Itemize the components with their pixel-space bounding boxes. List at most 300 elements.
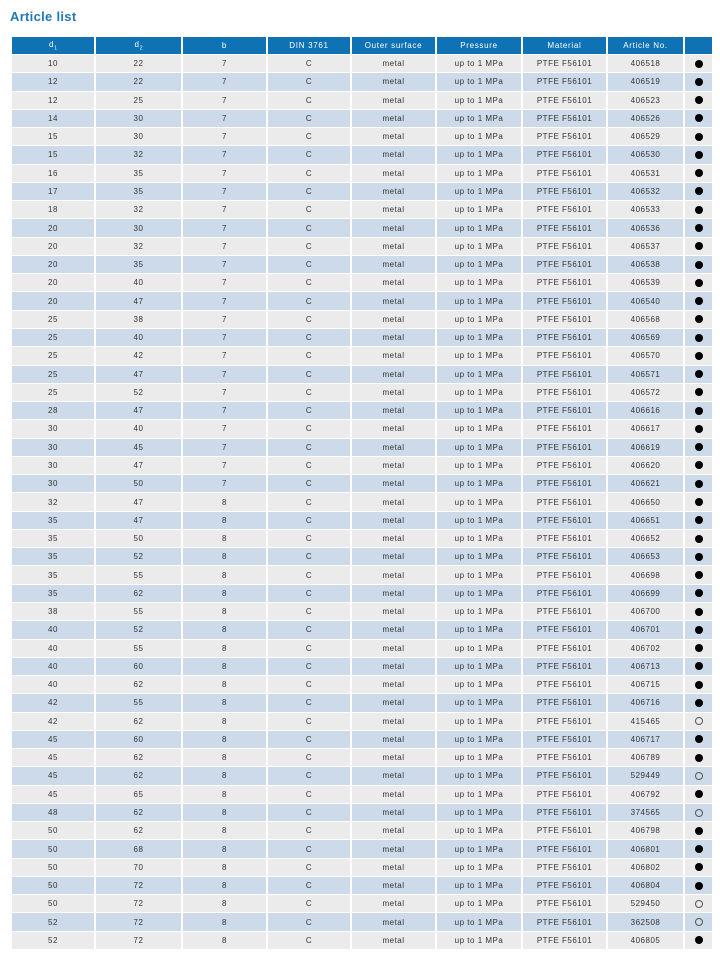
cell-availability (685, 676, 712, 694)
cell-availability (685, 822, 712, 840)
hollow-circle-icon (695, 717, 703, 725)
cell-material: PTFE F56101 (523, 913, 608, 931)
cell-outer-surface: metal (352, 676, 437, 694)
cell-outer-surface: metal (352, 439, 437, 457)
cell-d2: 47 (96, 366, 183, 384)
cell-pressure: up to 1 MPa (437, 219, 523, 237)
cell-b: 8 (183, 676, 268, 694)
cell-din-3761: C (268, 603, 352, 621)
filled-circle-icon (695, 169, 703, 177)
cell-article-no: 406715 (608, 676, 685, 694)
cell-article-no: 406533 (608, 201, 685, 219)
cell-outer-surface: metal (352, 585, 437, 603)
cell-b: 7 (183, 165, 268, 183)
cell-din-3761: C (268, 713, 352, 731)
cell-d2: 55 (96, 640, 183, 658)
cell-availability (685, 201, 712, 219)
cell-material: PTFE F56101 (523, 548, 608, 566)
cell-d2: 25 (96, 92, 183, 110)
cell-din-3761: C (268, 621, 352, 639)
cell-availability (685, 548, 712, 566)
filled-circle-icon (695, 589, 703, 597)
cell-b: 7 (183, 329, 268, 347)
cell-outer-surface: metal (352, 767, 437, 785)
cell-availability (685, 146, 712, 164)
cell-availability (685, 475, 712, 493)
cell-b: 8 (183, 493, 268, 511)
filled-circle-icon (695, 882, 703, 890)
cell-pressure: up to 1 MPa (437, 932, 523, 950)
cell-din-3761: C (268, 530, 352, 548)
filled-circle-icon (695, 863, 703, 871)
cell-b: 7 (183, 219, 268, 237)
cell-b: 8 (183, 786, 268, 804)
cell-outer-surface: metal (352, 913, 437, 931)
cell-outer-surface: metal (352, 713, 437, 731)
cell-outer-surface: metal (352, 329, 437, 347)
cell-pressure: up to 1 MPa (437, 274, 523, 292)
cell-b: 7 (183, 402, 268, 420)
table-row (12, 493, 712, 511)
filled-circle-icon (695, 608, 703, 616)
cell-outer-surface: metal (352, 457, 437, 475)
cell-d2: 62 (96, 676, 183, 694)
cell-d2: 40 (96, 420, 183, 438)
cell-article-no: 406570 (608, 347, 685, 365)
cell-d1: 40 (12, 640, 96, 658)
article-table (12, 37, 712, 950)
cell-pressure: up to 1 MPa (437, 658, 523, 676)
cell-pressure: up to 1 MPa (437, 256, 523, 274)
cell-b: 8 (183, 548, 268, 566)
filled-circle-icon (695, 936, 703, 944)
cell-din-3761: C (268, 475, 352, 493)
cell-outer-surface: metal (352, 311, 437, 329)
cell-din-3761: C (268, 55, 352, 73)
cell-pressure: up to 1 MPa (437, 347, 523, 365)
cell-d2: 42 (96, 347, 183, 365)
cell-pressure: up to 1 MPa (437, 786, 523, 804)
cell-din-3761: C (268, 822, 352, 840)
table-row (12, 274, 712, 292)
cell-b: 7 (183, 256, 268, 274)
cell-article-no: 406532 (608, 183, 685, 201)
filled-circle-icon (695, 242, 703, 250)
cell-outer-surface: metal (352, 238, 437, 256)
cell-pressure: up to 1 MPa (437, 238, 523, 256)
table-row (12, 548, 712, 566)
cell-d2: 72 (96, 932, 183, 950)
table-row (12, 932, 712, 950)
cell-d1: 12 (12, 73, 96, 91)
column-header-subscript: 1 (54, 45, 57, 52)
filled-circle-icon (695, 735, 703, 743)
cell-material: PTFE F56101 (523, 566, 608, 584)
cell-d1: 45 (12, 767, 96, 785)
filled-circle-icon (695, 206, 703, 214)
cell-d2: 30 (96, 219, 183, 237)
cell-outer-surface: metal (352, 219, 437, 237)
cell-pressure: up to 1 MPa (437, 165, 523, 183)
cell-din-3761: C (268, 512, 352, 530)
filled-circle-icon (695, 790, 703, 798)
cell-availability (685, 913, 712, 931)
cell-pressure: up to 1 MPa (437, 822, 523, 840)
cell-material: PTFE F56101 (523, 932, 608, 950)
cell-outer-surface: metal (352, 402, 437, 420)
cell-d2: 70 (96, 859, 183, 877)
cell-din-3761: C (268, 840, 352, 858)
cell-material: PTFE F56101 (523, 676, 608, 694)
cell-pressure: up to 1 MPa (437, 292, 523, 310)
cell-material: PTFE F56101 (523, 749, 608, 767)
cell-d2: 22 (96, 73, 183, 91)
table-row (12, 256, 712, 274)
cell-outer-surface: metal (352, 274, 437, 292)
filled-circle-icon (695, 60, 703, 68)
filled-circle-icon (695, 334, 703, 342)
cell-din-3761: C (268, 457, 352, 475)
cell-material: PTFE F56101 (523, 731, 608, 749)
cell-availability (685, 183, 712, 201)
filled-circle-icon (695, 516, 703, 524)
cell-material: PTFE F56101 (523, 658, 608, 676)
cell-d2: 52 (96, 384, 183, 402)
filled-circle-icon (695, 261, 703, 269)
cell-material: PTFE F56101 (523, 73, 608, 91)
cell-d1: 18 (12, 201, 96, 219)
cell-article-no: 406617 (608, 420, 685, 438)
filled-circle-icon (695, 297, 703, 305)
cell-availability (685, 292, 712, 310)
table-row (12, 694, 712, 712)
table-row (12, 311, 712, 329)
cell-din-3761: C (268, 292, 352, 310)
cell-d1: 45 (12, 749, 96, 767)
cell-outer-surface: metal (352, 493, 437, 511)
cell-b: 7 (183, 475, 268, 493)
cell-d1: 45 (12, 731, 96, 749)
cell-article-no: 406531 (608, 165, 685, 183)
cell-b: 7 (183, 439, 268, 457)
cell-d1: 28 (12, 402, 96, 420)
cell-d2: 60 (96, 658, 183, 676)
cell-outer-surface: metal (352, 640, 437, 658)
cell-outer-surface: metal (352, 366, 437, 384)
cell-pressure: up to 1 MPa (437, 840, 523, 858)
cell-material: PTFE F56101 (523, 713, 608, 731)
cell-material: PTFE F56101 (523, 256, 608, 274)
cell-availability (685, 439, 712, 457)
cell-pressure: up to 1 MPa (437, 676, 523, 694)
table-row (12, 146, 712, 164)
cell-d1: 35 (12, 530, 96, 548)
cell-material: PTFE F56101 (523, 877, 608, 895)
table-row (12, 329, 712, 347)
cell-din-3761: C (268, 439, 352, 457)
cell-b: 7 (183, 110, 268, 128)
filled-circle-icon (695, 443, 703, 451)
cell-d2: 47 (96, 493, 183, 511)
cell-din-3761: C (268, 201, 352, 219)
cell-article-no: 374565 (608, 804, 685, 822)
cell-din-3761: C (268, 183, 352, 201)
table-row (12, 913, 712, 931)
cell-article-no: 406651 (608, 512, 685, 530)
table-row (12, 822, 712, 840)
cell-b: 7 (183, 457, 268, 475)
cell-d2: 55 (96, 566, 183, 584)
cell-d2: 40 (96, 274, 183, 292)
cell-material: PTFE F56101 (523, 493, 608, 511)
cell-b: 8 (183, 877, 268, 895)
cell-din-3761: C (268, 128, 352, 146)
cell-b: 7 (183, 384, 268, 402)
cell-d2: 47 (96, 457, 183, 475)
table-row (12, 585, 712, 603)
table-row (12, 731, 712, 749)
cell-article-no: 362508 (608, 913, 685, 931)
cell-din-3761: C (268, 311, 352, 329)
cell-article-no: 406702 (608, 640, 685, 658)
cell-pressure: up to 1 MPa (437, 859, 523, 877)
cell-availability (685, 566, 712, 584)
cell-availability (685, 92, 712, 110)
cell-pressure: up to 1 MPa (437, 713, 523, 731)
cell-b: 8 (183, 621, 268, 639)
cell-din-3761: C (268, 92, 352, 110)
cell-outer-surface: metal (352, 877, 437, 895)
cell-b: 7 (183, 73, 268, 91)
column-header-outer-surface: Outer surface (352, 37, 437, 55)
cell-pressure: up to 1 MPa (437, 913, 523, 931)
cell-d2: 32 (96, 238, 183, 256)
cell-d1: 10 (12, 55, 96, 73)
cell-d1: 15 (12, 128, 96, 146)
filled-circle-icon (695, 352, 703, 360)
cell-b: 7 (183, 55, 268, 73)
table-row (12, 420, 712, 438)
filled-circle-icon (695, 133, 703, 141)
cell-din-3761: C (268, 366, 352, 384)
filled-circle-icon (695, 151, 703, 159)
cell-article-no: 406519 (608, 73, 685, 91)
cell-d1: 25 (12, 366, 96, 384)
cell-availability (685, 749, 712, 767)
cell-material: PTFE F56101 (523, 292, 608, 310)
cell-b: 7 (183, 92, 268, 110)
cell-availability (685, 110, 712, 128)
cell-d2: 40 (96, 329, 183, 347)
cell-availability (685, 877, 712, 895)
filled-circle-icon (695, 626, 703, 634)
cell-availability (685, 603, 712, 621)
cell-article-no: 406798 (608, 822, 685, 840)
cell-material: PTFE F56101 (523, 146, 608, 164)
cell-pressure: up to 1 MPa (437, 384, 523, 402)
cell-b: 8 (183, 913, 268, 931)
cell-availability (685, 165, 712, 183)
table-row (12, 713, 712, 731)
cell-article-no: 406620 (608, 457, 685, 475)
cell-d1: 38 (12, 603, 96, 621)
cell-din-3761: C (268, 658, 352, 676)
cell-pressure: up to 1 MPa (437, 877, 523, 895)
cell-d2: 72 (96, 877, 183, 895)
cell-d1: 52 (12, 913, 96, 931)
cell-article-no: 529450 (608, 895, 685, 913)
cell-material: PTFE F56101 (523, 311, 608, 329)
column-header-article-no: Article No. (608, 37, 685, 55)
cell-outer-surface: metal (352, 804, 437, 822)
cell-din-3761: C (268, 566, 352, 584)
cell-outer-surface: metal (352, 859, 437, 877)
cell-material: PTFE F56101 (523, 274, 608, 292)
cell-d2: 45 (96, 439, 183, 457)
cell-d2: 68 (96, 840, 183, 858)
cell-din-3761: C (268, 402, 352, 420)
cell-d1: 40 (12, 676, 96, 694)
cell-d1: 15 (12, 146, 96, 164)
cell-b: 8 (183, 731, 268, 749)
cell-d1: 25 (12, 329, 96, 347)
filled-circle-icon (695, 78, 703, 86)
cell-din-3761: C (268, 73, 352, 91)
cell-d2: 52 (96, 548, 183, 566)
cell-pressure: up to 1 MPa (437, 201, 523, 219)
cell-pressure: up to 1 MPa (437, 640, 523, 658)
cell-article-no: 406536 (608, 219, 685, 237)
cell-d1: 50 (12, 895, 96, 913)
cell-din-3761: C (268, 676, 352, 694)
cell-availability (685, 274, 712, 292)
table-row (12, 92, 712, 110)
cell-din-3761: C (268, 932, 352, 950)
hollow-circle-icon (695, 772, 703, 780)
cell-material: PTFE F56101 (523, 110, 608, 128)
table-row (12, 840, 712, 858)
cell-outer-surface: metal (352, 566, 437, 584)
cell-material: PTFE F56101 (523, 183, 608, 201)
cell-d1: 17 (12, 183, 96, 201)
cell-availability (685, 73, 712, 91)
cell-outer-surface: metal (352, 530, 437, 548)
column-header-pressure: Pressure (437, 37, 523, 55)
cell-pressure: up to 1 MPa (437, 585, 523, 603)
cell-article-no: 406650 (608, 493, 685, 511)
filled-circle-icon (695, 662, 703, 670)
cell-material: PTFE F56101 (523, 804, 608, 822)
filled-circle-icon (695, 498, 703, 506)
cell-article-no: 406805 (608, 932, 685, 950)
cell-d2: 32 (96, 146, 183, 164)
cell-b: 7 (183, 292, 268, 310)
cell-din-3761: C (268, 877, 352, 895)
filled-circle-icon (695, 827, 703, 835)
cell-pressure: up to 1 MPa (437, 311, 523, 329)
cell-d1: 30 (12, 475, 96, 493)
filled-circle-icon (695, 535, 703, 543)
cell-d2: 47 (96, 292, 183, 310)
cell-b: 7 (183, 274, 268, 292)
cell-pressure: up to 1 MPa (437, 694, 523, 712)
cell-din-3761: C (268, 913, 352, 931)
cell-d1: 45 (12, 786, 96, 804)
cell-d2: 50 (96, 475, 183, 493)
filled-circle-icon (695, 187, 703, 195)
cell-material: PTFE F56101 (523, 457, 608, 475)
cell-outer-surface: metal (352, 165, 437, 183)
cell-din-3761: C (268, 749, 352, 767)
cell-b: 7 (183, 366, 268, 384)
cell-d1: 35 (12, 548, 96, 566)
article-table-body (12, 55, 712, 950)
cell-pressure: up to 1 MPa (437, 895, 523, 913)
table-row (12, 767, 712, 785)
cell-article-no: 406537 (608, 238, 685, 256)
cell-d2: 62 (96, 767, 183, 785)
filled-circle-icon (695, 224, 703, 232)
cell-d1: 20 (12, 274, 96, 292)
cell-pressure: up to 1 MPa (437, 804, 523, 822)
cell-b: 8 (183, 603, 268, 621)
cell-pressure: up to 1 MPa (437, 512, 523, 530)
cell-article-no: 529449 (608, 767, 685, 785)
cell-availability (685, 859, 712, 877)
table-row (12, 201, 712, 219)
cell-material: PTFE F56101 (523, 530, 608, 548)
cell-b: 8 (183, 859, 268, 877)
cell-pressure: up to 1 MPa (437, 110, 523, 128)
cell-d1: 35 (12, 585, 96, 603)
cell-pressure: up to 1 MPa (437, 73, 523, 91)
cell-article-no: 406713 (608, 658, 685, 676)
cell-b: 8 (183, 767, 268, 785)
cell-outer-surface: metal (352, 110, 437, 128)
cell-b: 8 (183, 713, 268, 731)
cell-article-no: 406802 (608, 859, 685, 877)
column-header-subscript: 2 (139, 45, 143, 52)
cell-b: 7 (183, 128, 268, 146)
cell-outer-surface: metal (352, 658, 437, 676)
cell-article-no: 406804 (608, 877, 685, 895)
cell-material: PTFE F56101 (523, 366, 608, 384)
cell-article-no: 406572 (608, 384, 685, 402)
cell-article-no: 406616 (608, 402, 685, 420)
filled-circle-icon (695, 845, 703, 853)
cell-availability (685, 329, 712, 347)
cell-outer-surface: metal (352, 621, 437, 639)
cell-availability (685, 585, 712, 603)
table-row (12, 895, 712, 913)
cell-material: PTFE F56101 (523, 92, 608, 110)
cell-availability (685, 621, 712, 639)
cell-pressure: up to 1 MPa (437, 146, 523, 164)
cell-d2: 35 (96, 183, 183, 201)
cell-d1: 40 (12, 621, 96, 639)
cell-din-3761: C (268, 420, 352, 438)
cell-b: 8 (183, 585, 268, 603)
cell-d2: 72 (96, 895, 183, 913)
column-header-d2: $d_2$ (96, 37, 183, 55)
cell-material: PTFE F56101 (523, 512, 608, 530)
filled-circle-icon (695, 279, 703, 287)
filled-circle-icon (695, 114, 703, 122)
table-row (12, 786, 712, 804)
cell-d1: 50 (12, 840, 96, 858)
cell-b: 8 (183, 694, 268, 712)
cell-material: PTFE F56101 (523, 840, 608, 858)
